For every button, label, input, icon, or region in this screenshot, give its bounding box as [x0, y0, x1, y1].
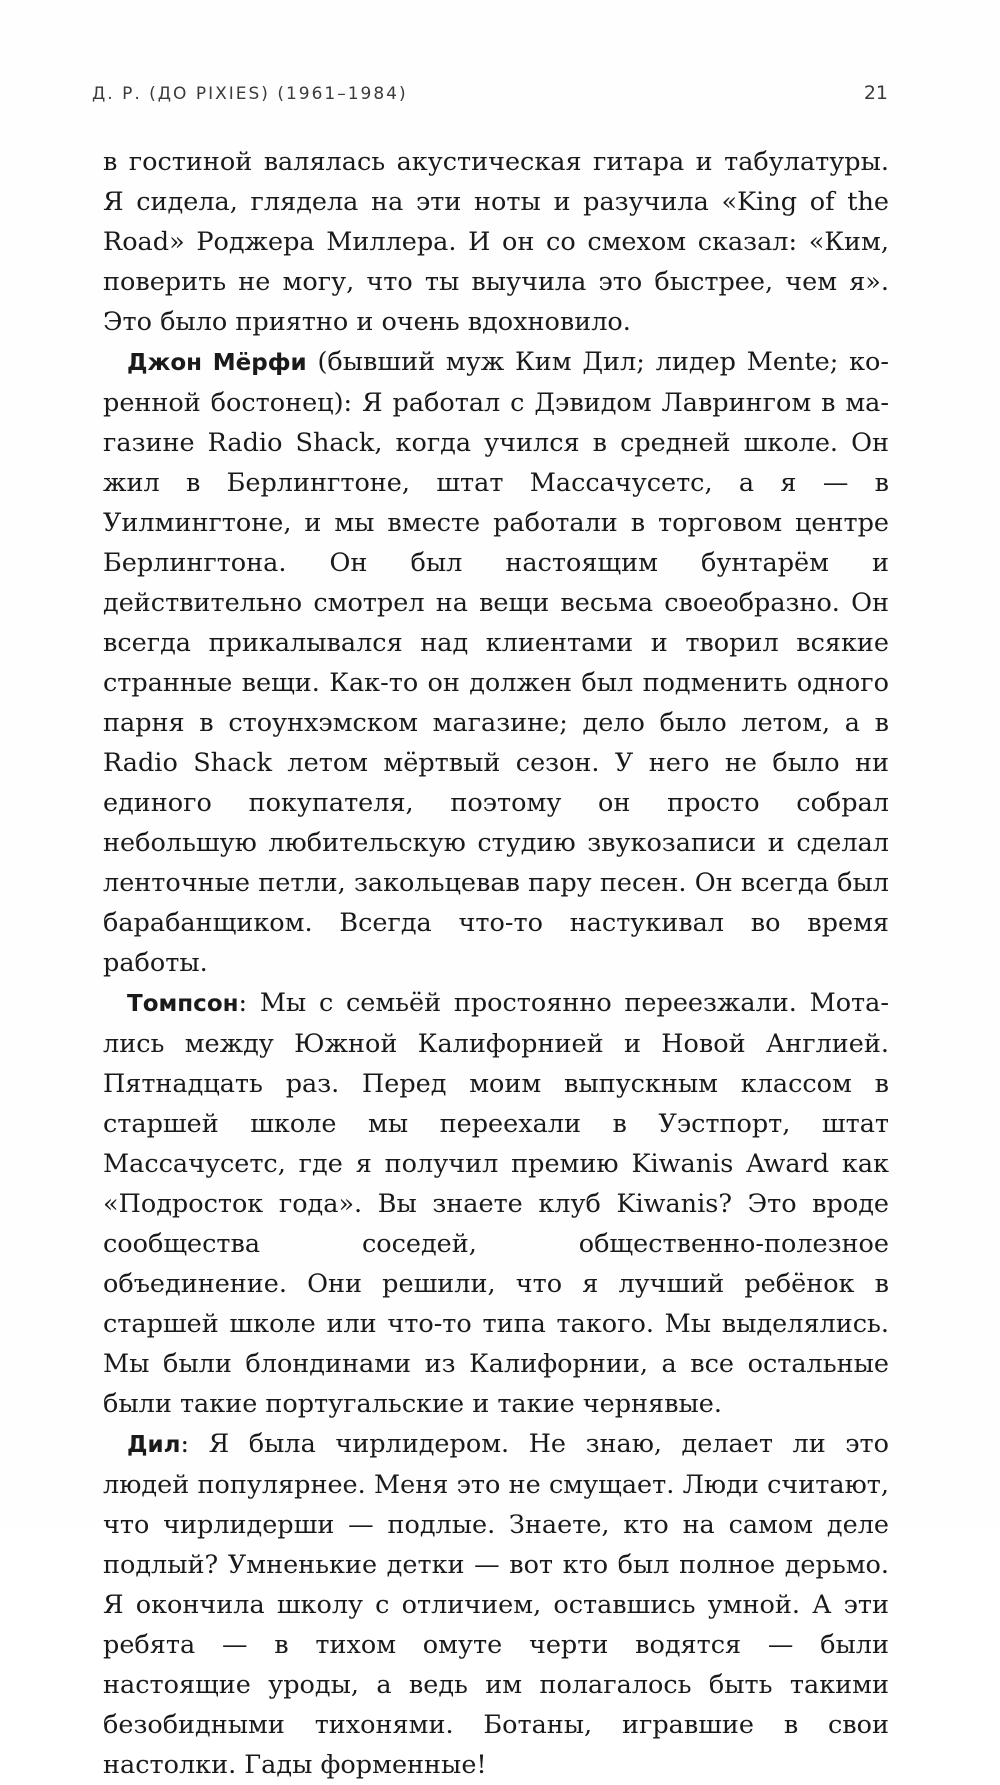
speaker-name: Дил	[127, 1432, 181, 1458]
body-text	[103, 142, 889, 1785]
running-title: Д. Р. (ДО PIXIES) (1961–1984)	[92, 84, 408, 104]
paragraph-text: в гостиной валялась акустическая гитара и табулатуры. Я сидела, глядела на эти ноты и разучила «King of the Road» Роджера Миллера. И он со смехом сказал: «Ким, поверить не могу, что ты выучила это быстрее, чем я». Это было приятно и очень вдохновило.	[103, 147, 889, 337]
paragraph-1	[103, 142, 889, 342]
speaker-name: Томпсон	[127, 991, 239, 1017]
paragraph-text: (бывший муж Ким Дил; лидер Mente; коренной бостонец): Я работал с Дэвидом Лаврингом в магазине Radio Shack, когда учился в средней школе. Он жил в Берлингтоне, штат Массачусетс, а я — в Уилмингтоне, и мы вместе работали в торговом центре Берлингтона. Он был настоящим бунтарём и действительно смотрел на вещи весьма своеобразно. Он всегда прикалывался над клиентами и творил всякие странные вещи. Как-то он должен был подменить одного парня в стоунхэмском магазине; дело было летом, а в Radio Shack летом мёртвый сезон. У него не было ни единого покупателя, поэтому он просто собрал небольшую любительскую студию звукозаписи и сделал ленточные петли, закольцевав пару песен. Он всегда был барабанщиком. Всегда что-то настукивал во время работы.	[103, 347, 889, 978]
speaker-name: Джон Мёрфи	[127, 350, 307, 376]
paragraph-2	[103, 342, 889, 983]
paragraph-text: : Я была чирлидером. Не знаю, делает ли это людей популярнее. Меня это не смущает. Люди считают, что чирлидерши — подлые. Знаете, кто на самом деле подлый? Умненькие детки — вот кто был полное дерьмо. Я окончила школу с отличием, оставшись умной. А эти ребята — в тихом омуте черти водятся — были настоящие уроды, а ведь им полагалось быть такими безобидными тихонями. Ботаны, игравшие в свои настолки. Гады форменные!	[103, 1429, 889, 1780]
paragraph-text: : Мы с семьёй простоянно переезжали. Мотались между Южной Калифорнией и Новой Англией. Пятнадцать раз. Перед моим выпускным классом в старшей школе мы переехали в Уэстпорт, штат Массачусетс, где я получил премию Kiwanis Award как «Подросток года». Вы знаете клуб Kiwanis? Это вроде сообщества соседей, общественно-полезное объединение. Они решили, что я лучший ребёнок в старшей школе или что-то типа такого. Мы выделялись. Мы были блондинами из Калифорнии, а все остальные были такие португальские и такие чернявые.	[103, 988, 889, 1419]
paragraph-4	[103, 1424, 889, 1785]
paragraph-3	[103, 983, 889, 1424]
page-number: 21	[863, 82, 888, 104]
